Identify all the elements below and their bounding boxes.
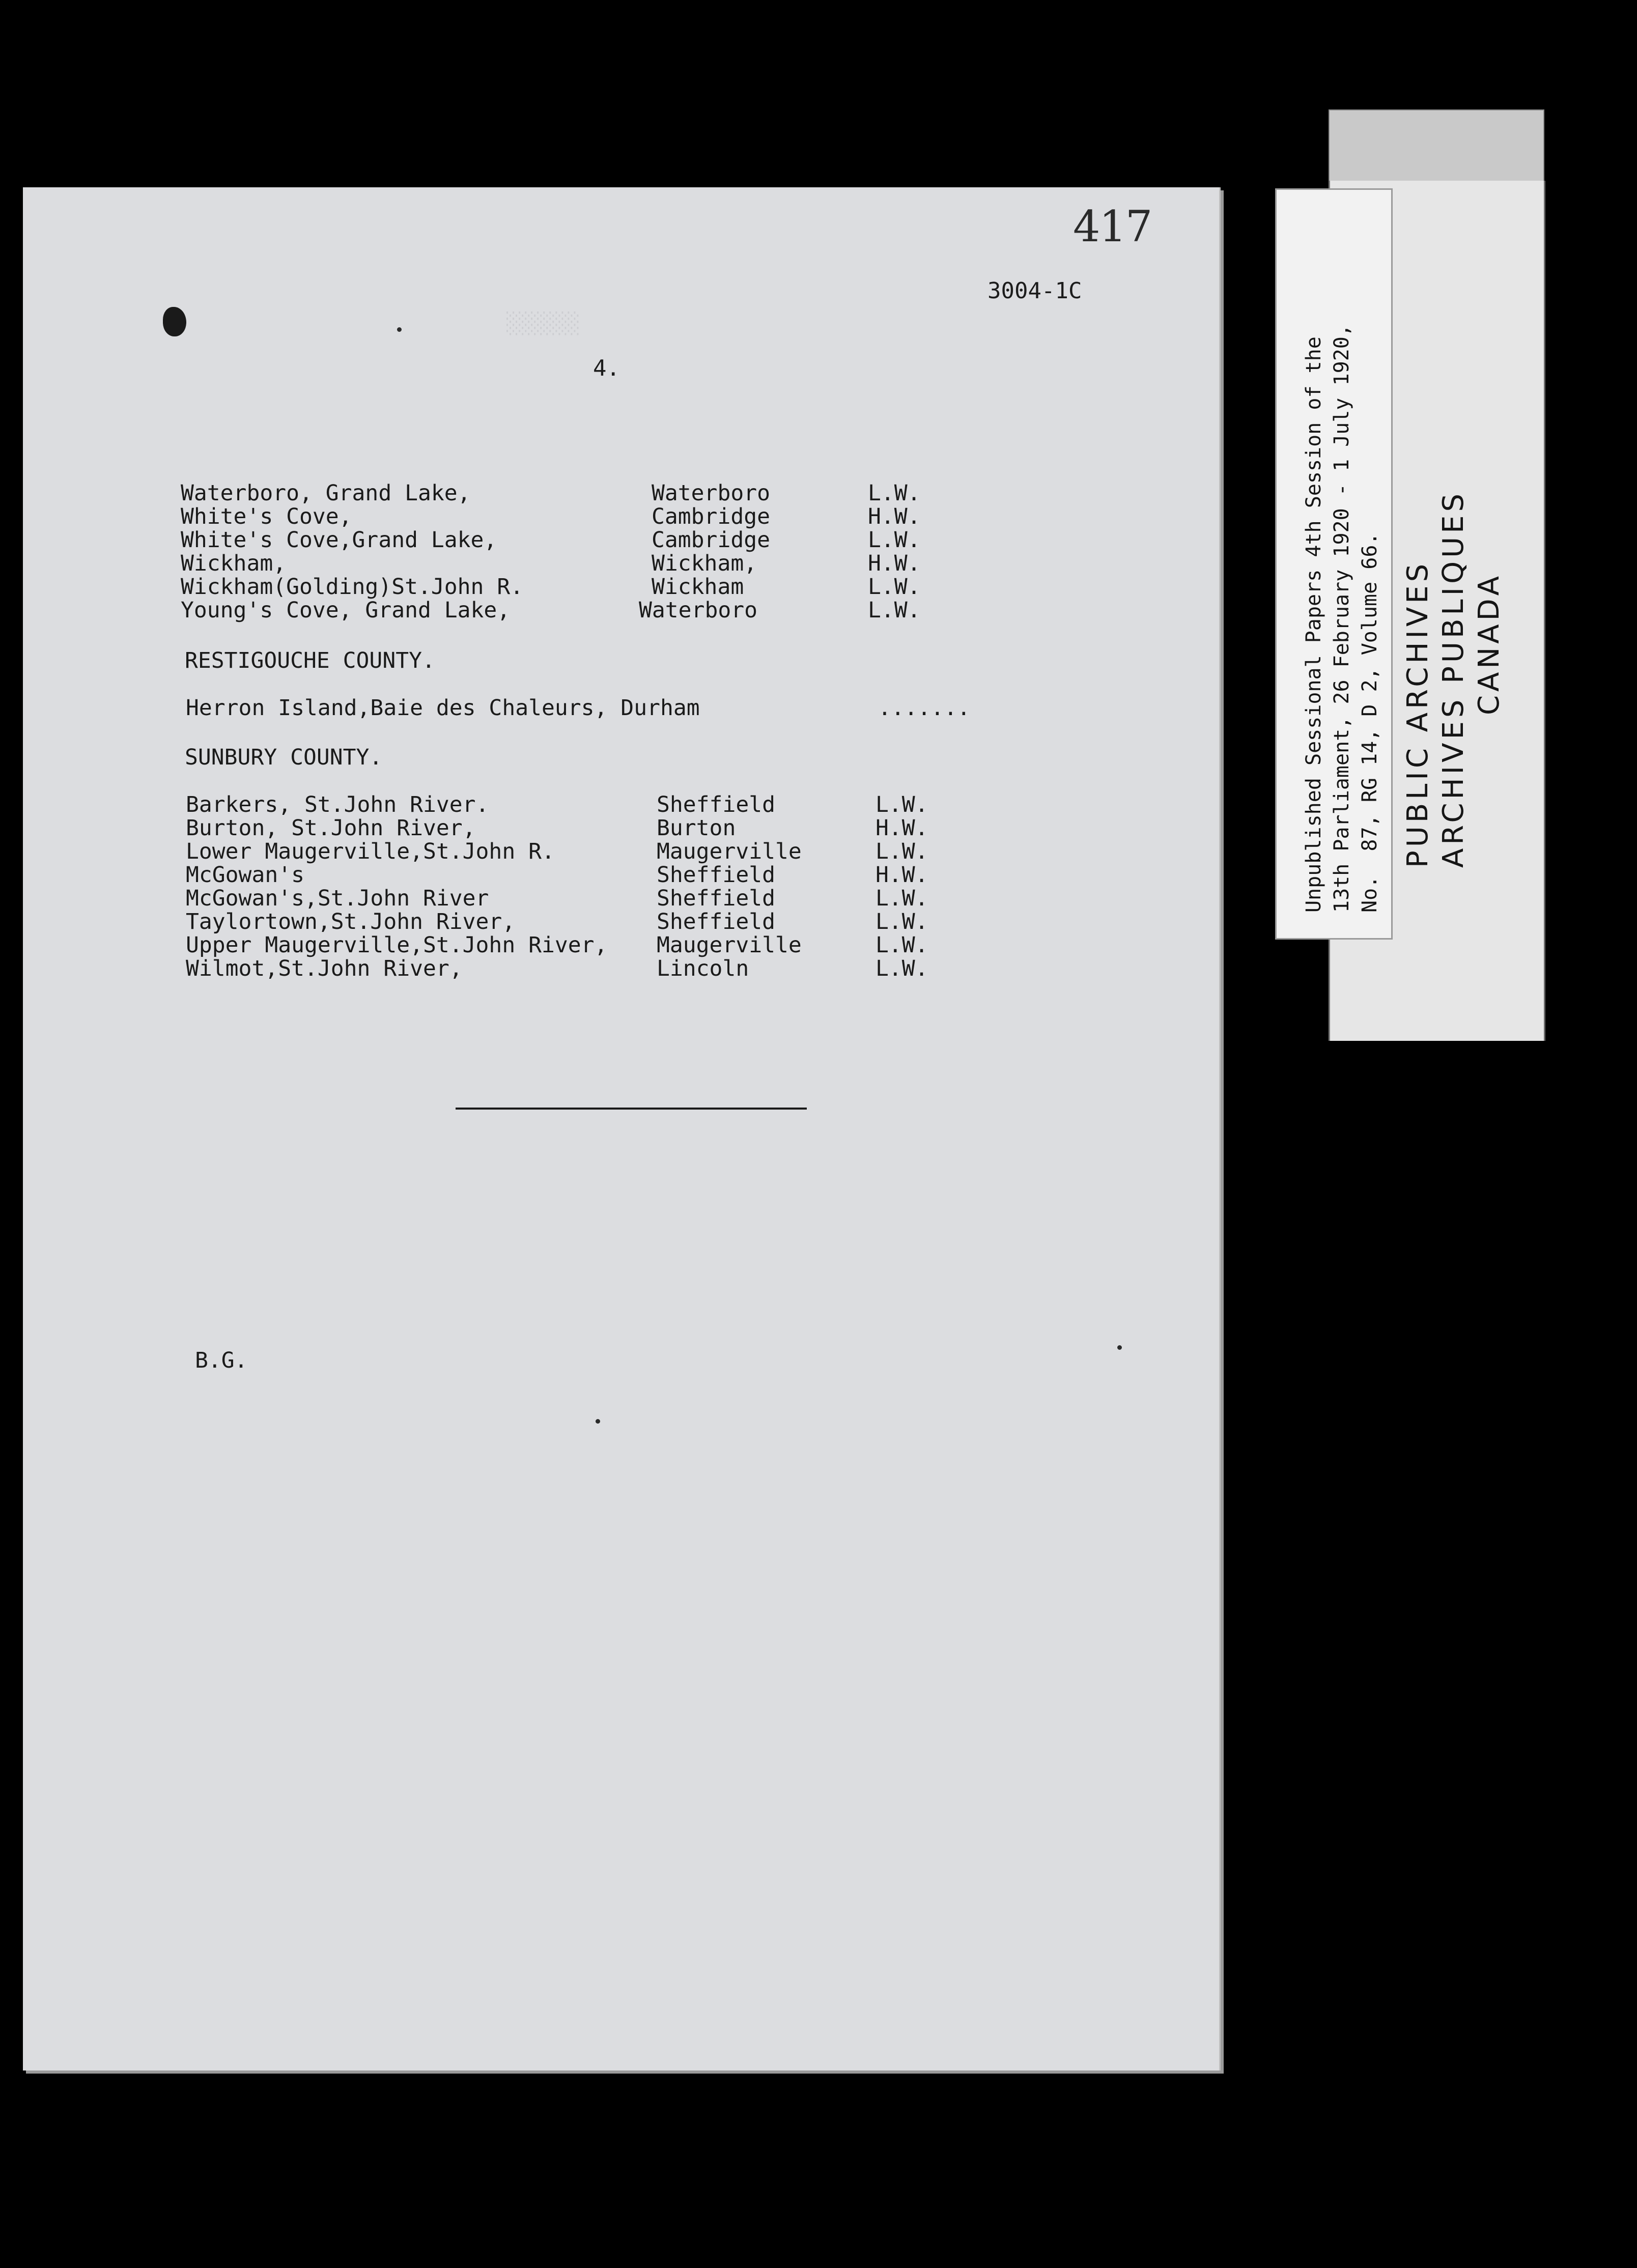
place-name: McGowan's	[186, 862, 304, 888]
archive-label-line: 13th Parliament, 26 February 1920 - 1 July 1920,	[1330, 324, 1353, 913]
place-name: Wickham,	[181, 551, 287, 576]
parish-name: Sheffield	[657, 886, 775, 911]
water-mark: L.W.	[876, 956, 928, 981]
horizontal-rule	[456, 1108, 807, 1110]
archive-stamp-line: CANADA	[1473, 572, 1506, 715]
water-mark: H.W.	[868, 504, 921, 529]
archive-label-line: Unpublished Sessional Papers 4th Session of the	[1302, 336, 1325, 913]
water-mark: L.W.	[876, 792, 928, 817]
archive-stamp-line: ARCHIVES PUBLIQUES	[1437, 490, 1470, 868]
parish-name: Cambridge	[652, 527, 770, 553]
place-name: Waterboro, Grand Lake,	[181, 480, 471, 506]
place-name: White's Cove,Grand Lake,	[181, 527, 497, 553]
parish-name: Maugerville	[657, 839, 802, 864]
archive-strip-top	[1329, 109, 1544, 185]
water-mark: L.W.	[868, 574, 921, 600]
parish-name: Waterboro	[639, 598, 757, 623]
archive-label-line: No. 87, RG 14, D 2, Volume 66.	[1358, 532, 1381, 913]
county-heading: RESTIGOUCHE COUNTY.	[185, 648, 435, 673]
water-mark: H.W.	[876, 862, 928, 888]
place-name: Wickham(Golding)St.John R.	[181, 574, 524, 600]
bleed-through-text: ░░░░░░	[506, 312, 580, 335]
folio-number: 417	[1073, 202, 1152, 251]
parish-name: Sheffield	[657, 792, 775, 817]
water-mark: L.W.	[876, 932, 928, 958]
water-mark: H.W.	[876, 815, 928, 841]
water-mark: L.W.	[868, 480, 921, 506]
document-number: 3004-1C	[987, 278, 1082, 304]
ink-blot	[163, 307, 186, 336]
ink-speck	[596, 1419, 600, 1424]
archive-stamp-line: PUBLIC ARCHIVES	[1401, 560, 1434, 868]
page-number: 4.	[593, 355, 620, 381]
county-heading: SUNBURY COUNTY.	[185, 745, 383, 770]
water-mark: H.W.	[868, 551, 921, 576]
parish-name: Waterboro	[652, 480, 770, 506]
parish-name: Cambridge	[652, 504, 770, 529]
water-mark: .......	[878, 695, 971, 721]
parish-name: Wickham,	[652, 551, 757, 576]
water-mark: L.W.	[868, 527, 921, 553]
archive-label	[1275, 188, 1393, 940]
place-name: Upper Maugerville,St.John River,	[186, 932, 608, 958]
place-name: Barkers, St.John River.	[186, 792, 489, 817]
place-name: White's Cove,	[181, 504, 352, 529]
water-mark: L.W.	[868, 598, 921, 623]
document-page	[23, 187, 1221, 2071]
parish-name: Lincoln	[657, 956, 749, 981]
place-name: Lower Maugerville,St.John R.	[186, 839, 555, 864]
place-name: Taylortown,St.John River,	[186, 909, 516, 934]
place-name: Herron Island,Baie des Chaleurs, Durham	[186, 695, 700, 721]
place-name: McGowan's,St.John River	[186, 886, 489, 911]
water-mark: L.W.	[876, 839, 928, 864]
parish-name: Burton	[657, 815, 736, 841]
parish-name: Wickham	[652, 574, 744, 600]
ink-speck	[1117, 1345, 1122, 1350]
typist-initials: B.G.	[195, 1348, 248, 1373]
place-name: Young's Cove, Grand Lake,	[181, 598, 511, 623]
parish-name: Sheffield	[657, 862, 775, 888]
place-name: Wilmot,St.John River,	[186, 956, 463, 981]
parish-name: Maugerville	[657, 932, 802, 958]
ink-speck	[397, 327, 402, 332]
parish-name: Sheffield	[657, 909, 775, 934]
water-mark: L.W.	[876, 909, 928, 934]
water-mark: L.W.	[876, 886, 928, 911]
place-name: Burton, St.John River,	[186, 815, 476, 841]
